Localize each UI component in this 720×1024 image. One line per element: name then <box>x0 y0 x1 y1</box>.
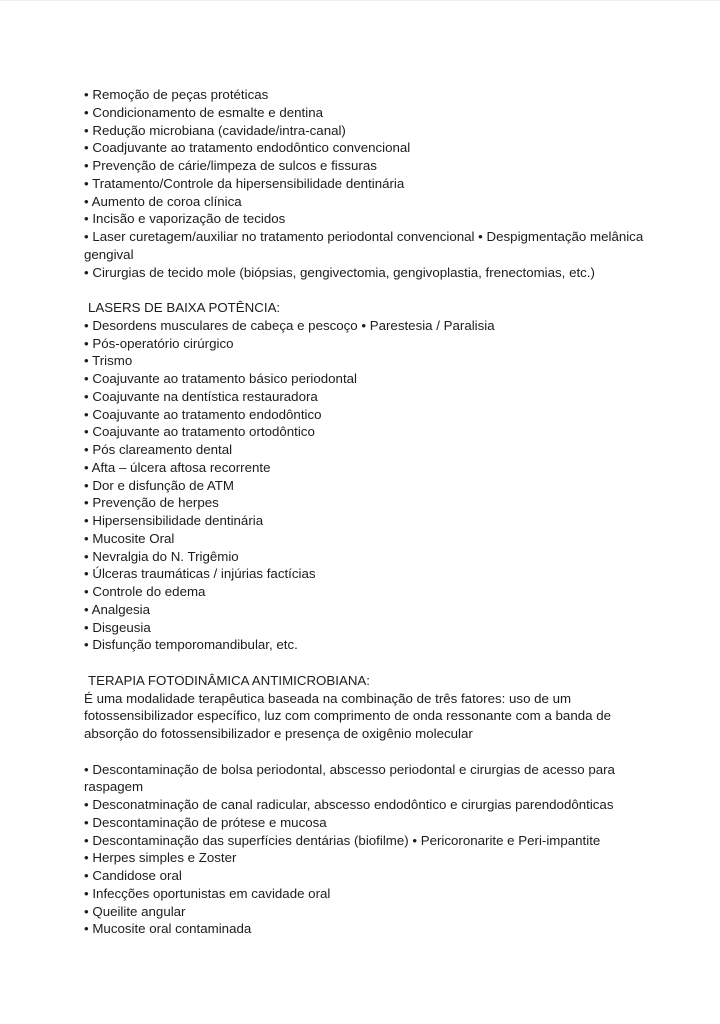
list-item: • Tratamento/Controle da hipersensibilidade dentinária <box>84 175 405 191</box>
list-item: • Mucosite oral contaminada <box>84 921 252 937</box>
high-power-list <box>84 86 644 281</box>
list-item: • Infecções oportunistas em cavidade oral <box>84 885 331 901</box>
document-page <box>84 86 644 938</box>
list-item: • Incisão e vaporização de tecidos <box>84 211 286 227</box>
list-item: • Analgesia <box>84 601 151 617</box>
list-item: • Dor e disfunção de ATM <box>84 477 235 493</box>
low-power-section <box>84 299 644 654</box>
section-heading: TERAPIA FOTODINÂMICA ANTIMICROBIANA: <box>88 672 370 688</box>
list-item: • Aumento de coroa clínica <box>84 193 242 209</box>
section-heading: LASERS DE BAIXA POTÊNCIA: <box>88 300 281 315</box>
list-item: • Disfunção temporomandibular, etc. <box>84 637 298 653</box>
list-item: • Desordens musculares de cabeça e pescoço • Parestesia / Paralisia <box>84 317 495 333</box>
list-item: • Condicionamento de esmalte e dentina <box>84 104 323 120</box>
list-item: • Coajuvante ao tratamento ortodôntico <box>84 424 315 440</box>
list-item: • Queilite angular <box>84 903 186 919</box>
list-item: • Descontaminação de prótese e mucosa <box>84 814 327 830</box>
list-item: • Pós clareamento dental <box>84 442 233 457</box>
list-item: • Mucosite Oral <box>84 530 175 546</box>
list-item: • Trismo <box>84 353 133 369</box>
list-item: • Herpes simples e Zoster <box>84 850 237 866</box>
list-item: • Coajuvante na dentística restauradora <box>84 388 318 404</box>
list-item: • Afta – úlcera aftosa recorrente <box>84 459 271 475</box>
list-item: • Descontaminação de bolsa periodontal, abscesso periodontal e cirurgias de acesso para raspagem <box>84 761 615 795</box>
list-item: • Descontaminação das superfícies dentárias (biofilme) • Pericoronarite e Peri-impantite <box>84 832 601 848</box>
list-item: • Cirurgias de tecido mole (biópsias, gengivectomia, gengivoplastia, frenectomias, etc.) <box>84 264 595 280</box>
list-item: • Controle do edema <box>84 584 206 599</box>
list-item: • Desconatminação de canal radicular, abscesso endodôntico e cirurgias parendodônticas <box>84 797 614 812</box>
list-item: • Laser curetagem/auxiliar no tratamento periodontal convencional • Despigmentação melânica gengival <box>84 229 644 262</box>
list-item: • Coadjuvante ao tratamento endodôntico convencional <box>84 140 411 156</box>
section-description: É uma modalidade terapêutica baseada na combinação de três fatores: uso de um fotossensibilizador específico, luz com comprimento de onda ressonante com a banda de absorção do fotossensibilizador e presença de oxigênio molecular <box>84 690 611 741</box>
list-item: • Remoção de peças protéticas <box>84 87 269 102</box>
list-item: • Coajuvante ao tratamento endodôntico <box>84 406 322 422</box>
list-item: • Pós-operatório cirúrgico <box>84 335 234 351</box>
list-item: • Redução microbiana (cavidade/intra-canal) <box>84 122 346 138</box>
list-item: • Nevralgia do N. Trigêmio <box>84 548 239 564</box>
list-item: • Coajuvante ao tratamento básico periodontal <box>84 371 357 386</box>
list-item: • Disgeusia <box>84 619 151 635</box>
list-item: • Prevenção de herpes <box>84 495 219 511</box>
spacer <box>84 743 644 761</box>
spacer <box>84 281 644 299</box>
spacer <box>84 654 644 672</box>
page-top-edge <box>0 0 720 1</box>
list-item: • Hipersensibilidade dentinária <box>84 513 264 528</box>
list-item: • Úlceras traumáticas / injúrias factícias <box>84 566 316 582</box>
list-item: • Candidose oral <box>84 868 182 883</box>
pdt-section <box>84 672 644 938</box>
list-item: • Prevenção de cárie/limpeza de sulcos e fissuras <box>84 158 377 173</box>
